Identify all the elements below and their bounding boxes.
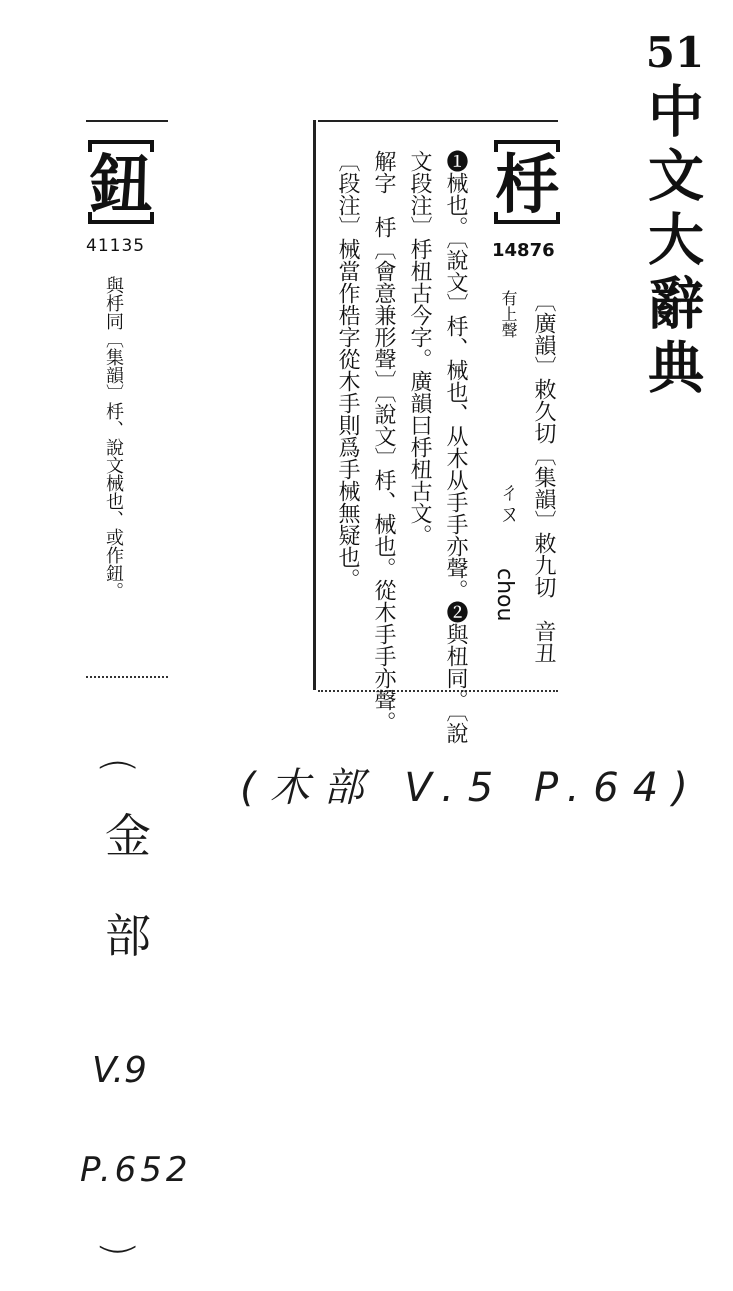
main-entry-rule bbox=[313, 120, 316, 690]
main-entry-definition-2: 文段注〕杽杻古今字。廣韻曰杽杻古文。 bbox=[407, 150, 432, 546]
handwritten-paren-open: ( bbox=[94, 757, 141, 773]
main-entry-tone: 有上聲 bbox=[499, 290, 518, 338]
main-entry-code: 14876 bbox=[492, 240, 555, 261]
handwritten-page: P.652 bbox=[80, 1150, 192, 1190]
main-entry-top-rule bbox=[318, 120, 558, 122]
main-entry-bottom-rule bbox=[318, 690, 558, 692]
main-headword bbox=[494, 140, 560, 223]
handwritten-paren-close: ) bbox=[94, 1241, 141, 1257]
main-entry-etymology: 解字 杽〔會意兼形聲〕〔說文〕杽、械也。從木手手亦聲。 bbox=[371, 150, 396, 733]
main-entry-commentary: 〔段注〕械當作梏字從木手則爲手械無疑也。 bbox=[335, 150, 360, 590]
handwritten-note-horizontal: (木部 V.5 P.64) bbox=[240, 765, 702, 811]
left-headword-char: 鈕 bbox=[89, 148, 153, 223]
main-entry-pronunciation: 〔廣韻〕敕久切〔集韻〕敕九切 音丑 bbox=[531, 290, 556, 664]
left-headword bbox=[88, 140, 154, 223]
headword-bracket-bottom bbox=[494, 212, 560, 224]
dictionary-title: 中文大辭典 bbox=[639, 82, 705, 402]
main-entry-romanization: chou bbox=[492, 568, 517, 622]
headword-bracket-bottom bbox=[88, 212, 154, 224]
handwritten-section: 部 bbox=[105, 909, 151, 963]
page-number: 51 bbox=[645, 28, 705, 77]
handwritten-volume: V.9 bbox=[92, 1050, 147, 1091]
left-entry-definition: 與杽同〔集韻〕杽、說文械也、或作鈕。 bbox=[103, 276, 124, 600]
main-entry-definition-1: ❶械也。〔說文〕杽、械也、从木从手手亦聲。❷與杻同。〔說 bbox=[443, 150, 468, 744]
left-entry-code: 41135 bbox=[86, 236, 146, 256]
left-entry-bottom-rule bbox=[86, 676, 168, 678]
main-entry-bopomofo: ㄔㄡ bbox=[495, 480, 520, 524]
main-headword-char: 杽 bbox=[495, 148, 559, 223]
left-entry-top-rule bbox=[86, 120, 168, 122]
handwritten-radical: 金 bbox=[105, 809, 151, 863]
